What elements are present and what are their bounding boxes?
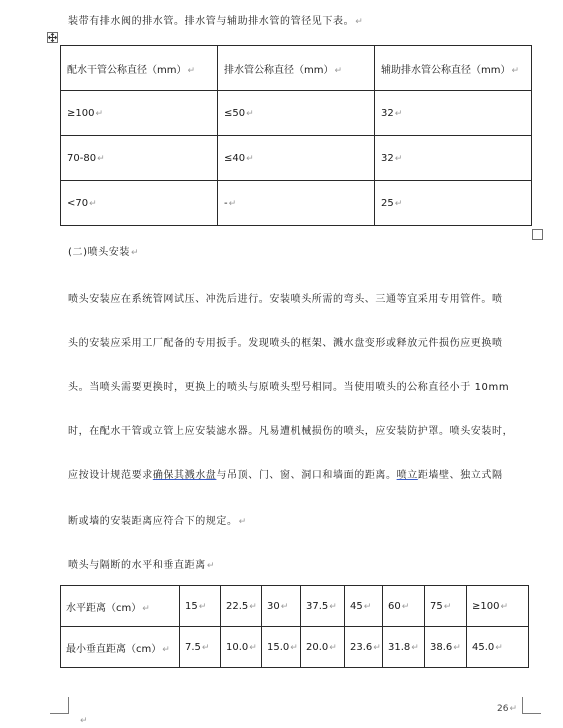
- body-line: 头的安装应采用工厂配备的专用扳手。发现喷头的框架、溅水盘变形或释放元件损伤应更换喷: [68, 338, 503, 349]
- table-move-handle-icon[interactable]: [47, 32, 58, 43]
- underlined-text: 确保其溅水盘: [152, 470, 217, 481]
- table-cell: 70-80↵: [61, 136, 218, 181]
- table-cell: 23.6↵: [345, 627, 383, 668]
- header-cell: 辅助排水管公称直径（mm）↵: [375, 46, 532, 91]
- body-line: 时，在配水干管或立管上应安装滤水器。凡易遭机械损伤的喷头，应安装防护罩。喷头安装时，: [68, 426, 514, 437]
- body-line: 应按设计规范要求确保其溅水盘与吊顶、门、窗、洞口和墙面的距离。喷立距墙壁、独立式隔: [68, 470, 503, 481]
- table-row: [61, 91, 532, 136]
- table-cell: -↵: [218, 181, 375, 226]
- table-cell: 31.8↵: [383, 627, 425, 668]
- header-cell: 排水管公称直径（mm）↵: [218, 46, 375, 91]
- table-cell: 75↵: [425, 586, 467, 627]
- table-cell: 20.0↵: [301, 627, 345, 668]
- page-corner-mark: [522, 697, 541, 714]
- table-cell: ≤40↵: [218, 136, 375, 181]
- table-cell: 15.0↵: [262, 627, 301, 668]
- paragraph-mark-icon: ↵: [80, 716, 88, 726]
- body-line: 喷头安装应在系统管网试压、冲洗后进行。安装喷头所需的弯头、三通等宜采用专用管件。喷: [68, 294, 503, 305]
- underlined-text: 喷立: [396, 470, 418, 481]
- distance-caption: 喷头与隔断的水平和垂直距离↵: [68, 560, 215, 571]
- row-label-cell: 水平距离（cm）↵: [61, 586, 180, 627]
- page-number: 26↵: [497, 704, 517, 714]
- table-cell: 32↵: [375, 91, 532, 136]
- body-line: 断或墙的安装距离应符合下的规定。↵: [68, 516, 247, 527]
- intro-line: 装带有排水阀的排水管。排水管与辅助排水管的管径见下表。↵: [68, 16, 364, 27]
- table-cell: 7.5↵: [180, 627, 221, 668]
- table-cell: 22.5↵: [221, 586, 262, 627]
- table-cell: 32↵: [375, 136, 532, 181]
- table-row: [61, 181, 532, 226]
- table-cell: 38.6↵: [425, 627, 467, 668]
- section-heading: (二)喷头安装↵: [68, 247, 140, 258]
- page-corner-mark: [50, 697, 69, 714]
- table-cell: ≤50↵: [218, 91, 375, 136]
- paragraph-mark-icon: ↵: [355, 17, 364, 27]
- table-cell: 45.0↵: [467, 627, 529, 668]
- table-cell: 60↵: [383, 586, 425, 627]
- table-row: [61, 627, 529, 668]
- pipe-diameter-table: [60, 45, 532, 226]
- table-cell: ≥100↵: [61, 91, 218, 136]
- table-cell: 30↵: [262, 586, 301, 627]
- table-cell: 25↵: [375, 181, 532, 226]
- table-header-row: [61, 46, 532, 91]
- body-line: 头。当喷头需要更换时，更换上的喷头与原喷头型号相同。当使用喷头的公称直径小于 10mm: [68, 382, 510, 393]
- row-label-cell: 最小垂直距离（cm）↵: [61, 627, 180, 668]
- table-row: [61, 136, 532, 181]
- table-cell: 45↵: [345, 586, 383, 627]
- table-cell: 15↵: [180, 586, 221, 627]
- distance-table: [60, 585, 529, 668]
- table-cell: 10.0↵: [221, 627, 262, 668]
- table-cell: <70↵: [61, 181, 218, 226]
- table-resize-handle-icon[interactable]: [532, 229, 543, 240]
- table-cell: 37.5↵: [301, 586, 345, 627]
- header-cell: 配水干管公称直径（mm）↵: [61, 46, 218, 91]
- table-cell: ≥100↵: [467, 586, 529, 627]
- table-row: [61, 586, 529, 627]
